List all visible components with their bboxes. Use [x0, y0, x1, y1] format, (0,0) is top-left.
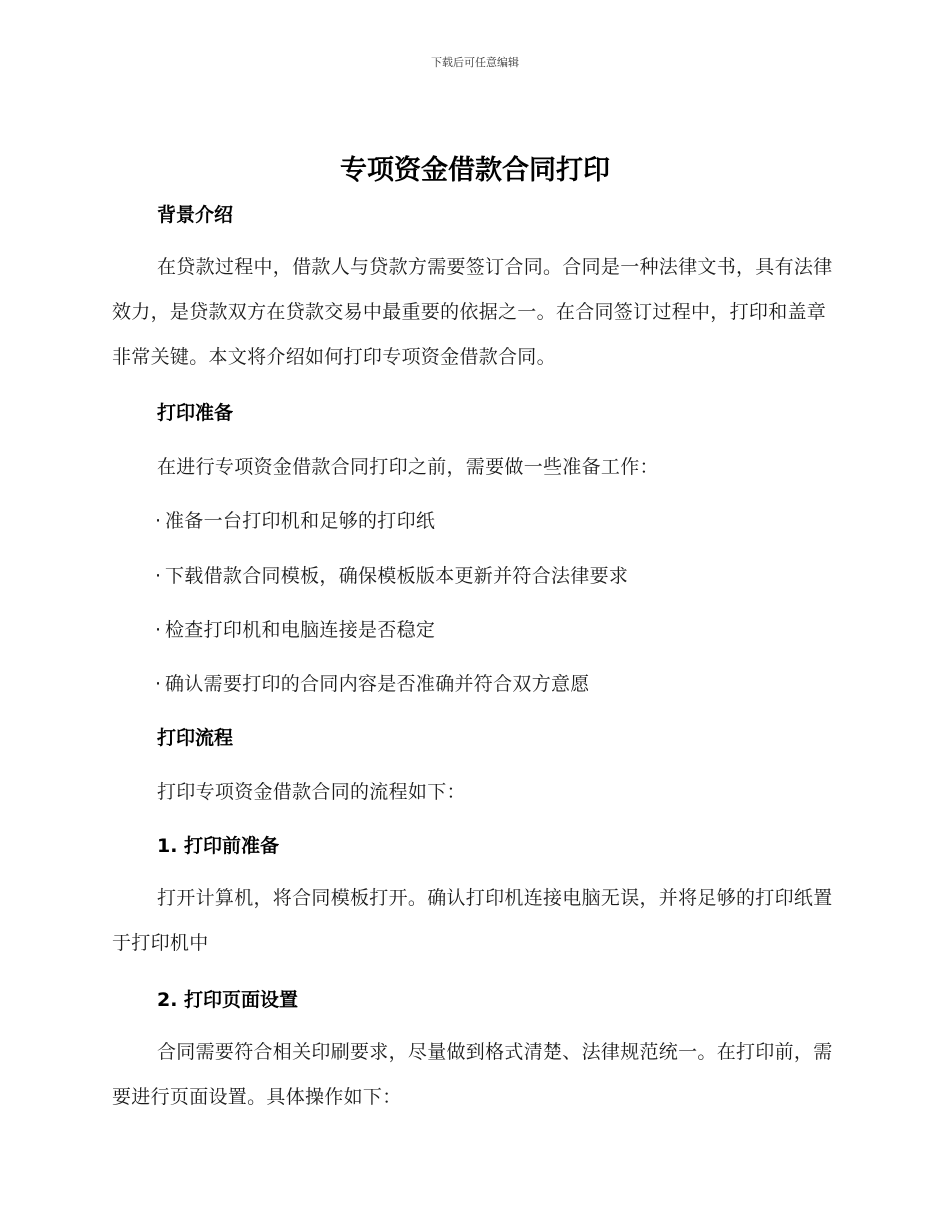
header-note: 下载后可任意编辑 — [431, 56, 519, 69]
process-intro: 打印专项资金借款合同的流程如下： — [157, 781, 466, 803]
section-heading-preparation: 打印准备 — [157, 402, 234, 424]
list-item — [155, 669, 590, 696]
bullet-marker: · — [155, 673, 162, 695]
list-item — [155, 561, 628, 588]
preparation-intro: 在进行专项资金借款合同打印之前，需要做一些准备工作： — [157, 456, 659, 478]
step-2-paragraph: 合同需要符合相关印刷要求，尽量做到格式清楚、法律规范统一。在打印前，需要进行页面设置。具体操作如下： — [112, 1041, 833, 1108]
step-1-paragraph: 打开计算机，将合同模板打开。确认打印机连接电脑无误，并将足够的打印纸置于打印机中 — [112, 887, 833, 954]
step-heading-2: 2. 打印页面设置 — [157, 989, 299, 1011]
list-item-text: 检查打印机和电脑连接是否稳定 — [165, 619, 436, 641]
bullet-marker: · — [155, 510, 162, 532]
step-heading-1: 1. 打印前准备 — [157, 835, 280, 857]
bullet-marker: · — [155, 619, 162, 641]
list-item-text: 确认需要打印的合同内容是否准确并符合双方意愿 — [165, 673, 590, 695]
bullet-marker: · — [155, 565, 162, 587]
list-item — [155, 506, 435, 533]
document-title: 专项资金借款合同打印 — [340, 155, 610, 186]
list-item — [155, 615, 435, 642]
list-item-text: 准备一台打印机和足够的打印纸 — [165, 510, 436, 532]
background-paragraph: 在贷款过程中，借款人与贷款方需要签订合同。合同是一种法律文书，具有法律效力，是贷款双方在贷款交易中最重要的依据之一。在合同签订过程中，打印和盖章非常关键。本文将介绍如何打印专项资金借款合同。 — [112, 256, 833, 368]
section-heading-process: 打印流程 — [157, 727, 234, 749]
section-heading-background: 背景介绍 — [157, 204, 234, 226]
list-item-text: 下载借款合同模板，确保模板版本更新并符合法律要求 — [165, 565, 629, 587]
